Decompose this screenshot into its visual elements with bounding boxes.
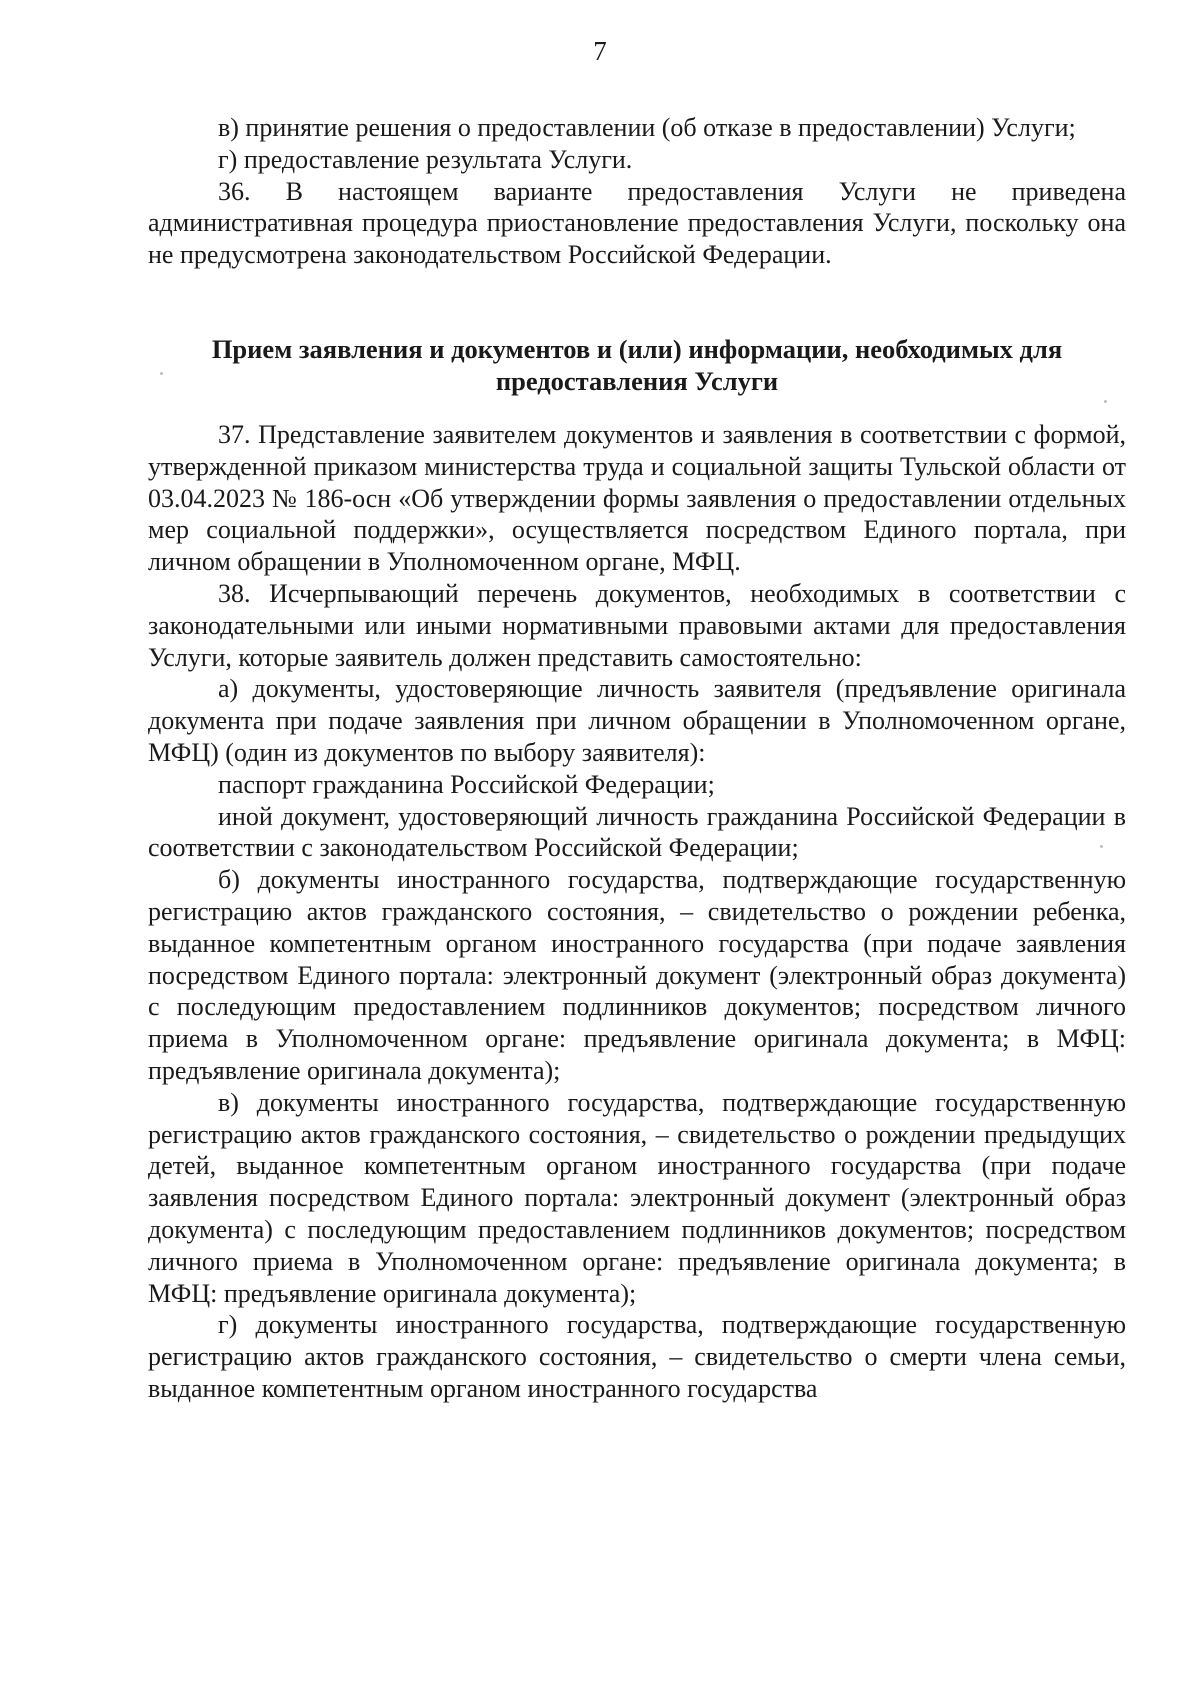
- scan-speck: [1100, 845, 1103, 848]
- scan-speck: [160, 372, 163, 375]
- paragraph-38-item-v: в) документы иностранного государства, подтверждающие государственную регистрацию актов гражданского состояния, – свидетельство о рождении предыдущих детей, выданное компетентным органом иностранного государства (при подаче заявления посредством Единого портала: электронный документ (электронный образ документа) с последующим предоставлением подлинников документов; посредством личного приема в Уполномоченном органе: предъявление оригинала документа; в МФЦ: предъявление оригинала документа);: [148, 1087, 1126, 1308]
- paragraph-item-v: в) принятие решения о предоставлении (об отказе в предоставлении) Услуги;: [218, 113, 1076, 142]
- paragraph-38: 38. Исчерпывающий перечень документов, необходимых в соответствии с законодательными или иными нормативными правовыми актами для предоставления Услуги, которые заявитель должен представить самостоятельно:: [148, 578, 1126, 672]
- scan-speck: [1104, 400, 1107, 403]
- paragraph-38-item-a: а) документы, удостоверяющие личность заявителя (предъявление оригинала документа при подаче заявления при личном обращении в Уполномоченном органе, МФЦ) (один из документов по выбору заявителя):: [148, 674, 1126, 767]
- paragraph-36: 36. В настоящем варианте предоставления Услуги не приведена административная процедура приостановление предоставления Услуги, поскольку она не предусмотрена законодательством Российской Федерации.: [148, 176, 1126, 270]
- document-body: [148, 112, 1126, 1405]
- paragraph-38-item-g: г) документы иностранного государства, подтверждающие государственную регистрацию актов гражданского состояния, – свидетельство о смерти члена семьи, выданное компетентным органом иностранного государства: [148, 1310, 1126, 1403]
- paragraph-other-id: иной документ, удостоверяющий личность гражданина Российской Федерации в соответствии с законодательством Российской Федерации;: [148, 801, 1126, 863]
- paragraph-passport: паспорт гражданина Российской Федерации;: [218, 769, 715, 799]
- page-number: 7: [593, 36, 607, 66]
- paragraph-37: 37. Представление заявителем документов и заявления в соответствии с формой, утвержденной приказом министерства труда и социальной защиты Тульской области от 03.04.2023 № 186-осн «Об утверждении формы заявления о предоставлении отдельных мер социальной поддержки», осуществляется посредством Единого портала, при личном обращении в Уполномоченном органе, МФЦ.: [148, 419, 1126, 577]
- paragraph-item-g: г) предоставление результата Услуги.: [218, 144, 633, 174]
- paragraph-38-item-b: б) документы иностранного государства, подтверждающие государственную регистрацию актов гражданского состояния, – свидетельство о рождении ребенка, выданное компетентным органом иностранного государства (при подаче заявления посредством Единого портала: электронный документ (электронный образ документа) с последующим предоставлением подлинников документов; посредством личного приема в Уполномоченном органе: предъявление оригинала документа; в МФЦ: предъявление оригинала документа);: [148, 865, 1126, 1085]
- section-heading: Прием заявления и документов и (или) информации, необходимых для предоставления Услуги: [211, 333, 1063, 396]
